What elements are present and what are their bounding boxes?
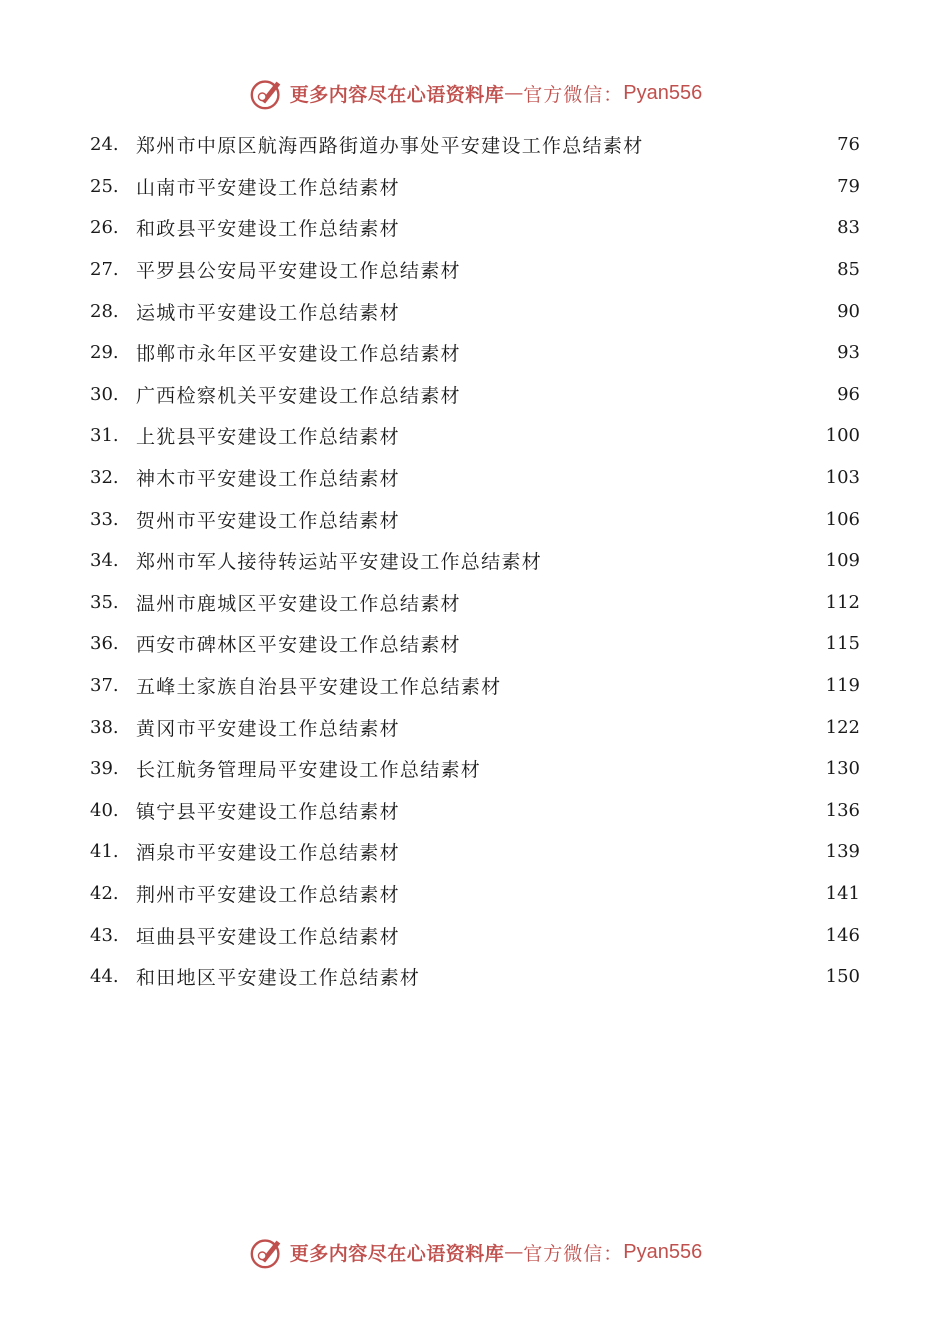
banner-main-text: 更多内容尽在心语资料库: [289, 1242, 505, 1265]
toc-entry-page: 136: [825, 799, 860, 821]
toc-entry-number: 33.: [90, 508, 119, 530]
toc-entry-page: 122: [825, 716, 860, 738]
toc-entry-page: 96: [837, 383, 860, 405]
toc-entry-number: 30.: [90, 383, 119, 405]
toc-entry-number: 42.: [90, 882, 119, 904]
toc-entry-page: 90: [837, 300, 860, 322]
toc-entry-page: 76: [837, 134, 860, 156]
toc-entry-page: 93: [837, 342, 860, 364]
toc-entry[interactable]: [90, 249, 860, 291]
toc-entry-number: 40.: [90, 799, 119, 821]
banner-sub-text: 官方微信：: [523, 1242, 624, 1265]
toc-entry[interactable]: [90, 623, 860, 665]
toc-entry-number: 27.: [90, 259, 119, 281]
toc-entry-title: 黄冈市平安建设工作总结素材: [136, 717, 400, 740]
toc-entry-title: 和政县平安建设工作总结素材: [136, 218, 400, 241]
toc-entry[interactable]: [90, 332, 860, 374]
toc-entry-page: 100: [825, 425, 860, 447]
toc-entry[interactable]: [90, 790, 860, 832]
header-banner: [0, 73, 950, 113]
toc-entry[interactable]: [90, 706, 860, 748]
toc-entry-number: 35.: [90, 591, 119, 613]
toc-entry-page: 112: [825, 591, 860, 613]
toc-entry-number: 25.: [90, 175, 119, 197]
toc-entry-number: 29.: [90, 342, 119, 364]
toc-entry-title: 五峰土家族自治县平安建设工作总结素材: [136, 676, 502, 699]
banner-wechat-id: Pyan556: [623, 1240, 703, 1263]
banner-main-text: 更多内容尽在心语资料库: [289, 83, 505, 106]
toc-entry-number: 24.: [90, 134, 119, 156]
toc-entry-title: 郑州市军人接待转运站平安建设工作总结素材: [136, 551, 543, 574]
toc-entry-page: 139: [825, 841, 860, 863]
toc-entry-title: 镇宁县平安建设工作总结素材: [136, 800, 400, 823]
table-of-contents: [90, 124, 860, 997]
toc-entry-number: 43.: [90, 924, 119, 946]
toc-entry-page: 85: [837, 259, 860, 281]
toc-entry-page: 103: [825, 467, 860, 489]
toc-entry[interactable]: [90, 415, 860, 457]
toc-entry[interactable]: [90, 498, 860, 540]
banner-separator: —: [504, 1241, 524, 1263]
toc-entry-title: 酒泉市平安建设工作总结素材: [136, 842, 400, 865]
toc-entry-number: 38.: [90, 716, 119, 738]
footer-banner: [0, 1232, 950, 1272]
toc-entry[interactable]: [90, 914, 860, 956]
pen-logo-icon: [248, 1233, 286, 1271]
toc-entry-page: 146: [825, 924, 860, 946]
toc-entry-title: 神木市平安建设工作总结素材: [136, 468, 400, 491]
toc-entry-title: 平罗县公安局平安建设工作总结素材: [136, 260, 461, 283]
toc-entry-page: 106: [825, 508, 860, 530]
toc-entry[interactable]: [90, 831, 860, 873]
toc-entry-title: 和田地区平安建设工作总结素材: [136, 967, 421, 990]
toc-entry-title: 上犹县平安建设工作总结素材: [136, 426, 400, 449]
toc-entry[interactable]: [90, 582, 860, 624]
toc-entry-title: 郑州市中原区航海西路街道办事处平安建设工作总结素材: [136, 135, 644, 158]
toc-entry-title: 山南市平安建设工作总结素材: [136, 176, 400, 199]
toc-entry-number: 44.: [90, 966, 119, 988]
toc-entry-title: 邯郸市永年区平安建设工作总结素材: [136, 343, 461, 366]
toc-entry-number: 37.: [90, 675, 119, 697]
toc-entry-title: 温州市鹿城区平安建设工作总结素材: [136, 592, 461, 615]
toc-entry-title: 荆州市平安建设工作总结素材: [136, 883, 400, 906]
toc-entry-number: 34.: [90, 550, 119, 572]
toc-entry[interactable]: [90, 207, 860, 249]
toc-entry-page: 83: [837, 217, 860, 239]
toc-entry[interactable]: [90, 540, 860, 582]
toc-entry[interactable]: [90, 124, 860, 166]
toc-entry-number: 32.: [90, 467, 119, 489]
toc-entry-page: 119: [825, 675, 860, 697]
toc-entry[interactable]: [90, 873, 860, 915]
toc-entry-page: 141: [825, 882, 860, 904]
toc-entry[interactable]: [90, 457, 860, 499]
toc-entry-number: 26.: [90, 217, 119, 239]
toc-entry-title: 运城市平安建设工作总结素材: [136, 301, 400, 324]
toc-entry-number: 41.: [90, 841, 119, 863]
toc-entry[interactable]: [90, 748, 860, 790]
toc-entry-number: 31.: [90, 425, 119, 447]
toc-entry-title: 贺州市平安建设工作总结素材: [136, 509, 400, 532]
toc-entry-title: 垣曲县平安建设工作总结素材: [136, 925, 400, 948]
toc-entry-number: 39.: [90, 758, 119, 780]
toc-entry-title: 广西检察机关平安建设工作总结素材: [136, 384, 461, 407]
banner-wechat-id: Pyan556: [623, 81, 703, 104]
toc-entry[interactable]: [90, 374, 860, 416]
toc-entry-page: 115: [825, 633, 860, 655]
toc-entry-page: 79: [837, 175, 860, 197]
toc-entry[interactable]: [90, 290, 860, 332]
toc-entry-title: 长江航务管理局平安建设工作总结素材: [136, 759, 482, 782]
toc-entry[interactable]: [90, 665, 860, 707]
toc-entry-page: 109: [825, 550, 860, 572]
toc-entry[interactable]: [90, 166, 860, 208]
banner-separator: —: [504, 82, 524, 104]
toc-entry-page: 150: [825, 966, 860, 988]
toc-entry-title: 西安市碑林区平安建设工作总结素材: [136, 634, 461, 657]
pen-logo-icon: [248, 74, 286, 112]
banner-sub-text: 官方微信：: [523, 83, 624, 106]
toc-entry-number: 28.: [90, 300, 119, 322]
toc-entry-number: 36.: [90, 633, 119, 655]
toc-entry[interactable]: [90, 956, 860, 998]
toc-entry-page: 130: [825, 758, 860, 780]
